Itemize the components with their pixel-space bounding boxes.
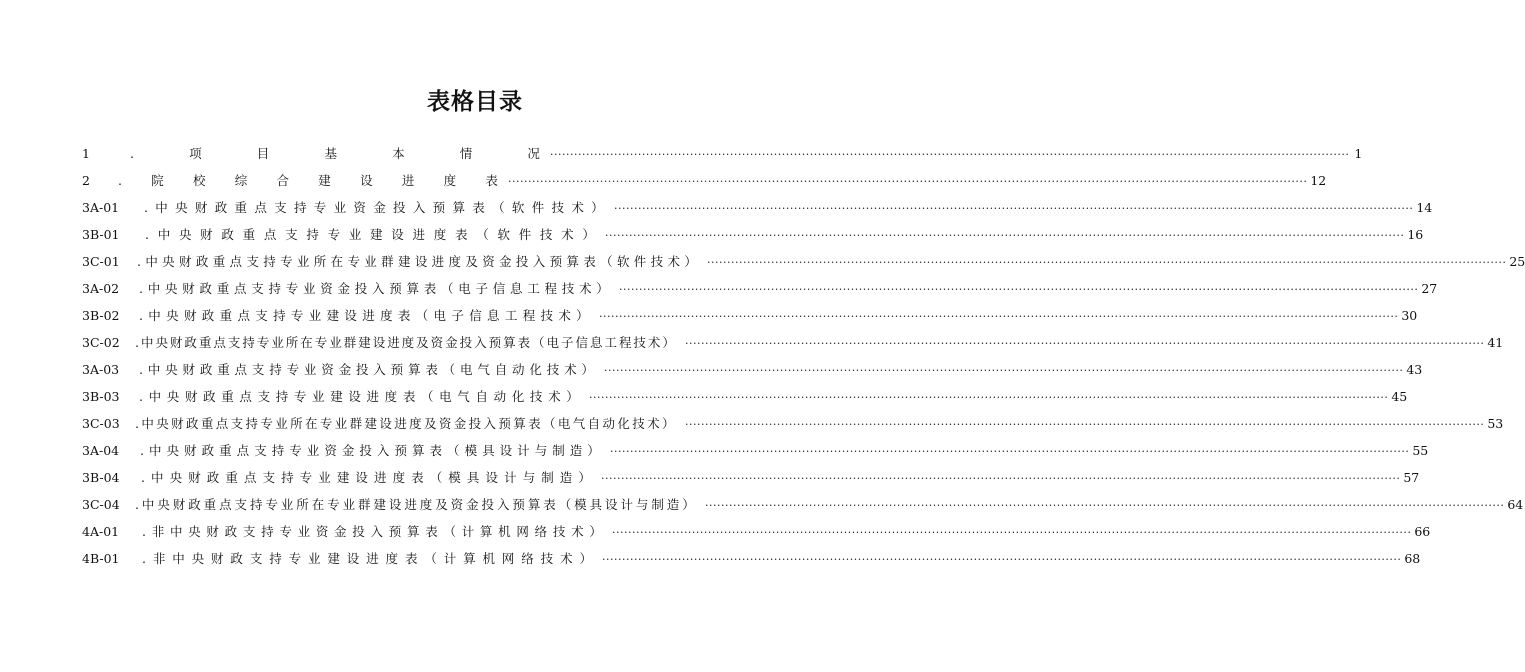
toc-leader-dots: ········································································································································································································ bbox=[612, 526, 1412, 539]
toc-entry-number: 3B-04 bbox=[82, 470, 120, 485]
toc-entry-title: . 院 校 综 合 建 设 进 度 表 bbox=[118, 173, 498, 188]
toc-entry-number: 3C-02 bbox=[82, 335, 120, 350]
toc-entry-number: 3A-03 bbox=[82, 362, 120, 377]
toc-entry-number: 3C-01 bbox=[82, 254, 120, 269]
toc-leader-dots: ········································································································································································································ bbox=[610, 445, 1410, 458]
toc-entry[interactable] bbox=[82, 252, 1525, 279]
toc-entry[interactable] bbox=[82, 198, 1433, 225]
toc-entry[interactable] bbox=[82, 387, 1408, 414]
toc-entry-page: 43 bbox=[1406, 362, 1423, 377]
toc-entry[interactable] bbox=[82, 549, 1421, 576]
toc-leader-dots: ········································································································································································································ bbox=[685, 418, 1485, 431]
toc-entry-number: 4B-01 bbox=[82, 551, 120, 566]
toc-entry-page: 53 bbox=[1487, 416, 1504, 431]
toc-entry-title: . 中 央 财 政 重 点 支 持 专 业 所 在 专 业 群 建 设 进 度 及 资 金 投 入 预 算 表 （ 模 具 设 计 与 制 造 ） bbox=[135, 497, 695, 512]
toc-entry[interactable] bbox=[82, 495, 1524, 522]
toc-entry-page: 68 bbox=[1404, 551, 1421, 566]
toc-entry[interactable] bbox=[82, 468, 1420, 495]
toc-entry-title: . 中 央 财 政 重 点 支 持 专 业 资 金 投 入 预 算 表 （ 电 气 自 动 化 技 术 ） bbox=[139, 362, 594, 377]
toc-entry-number: 3B-02 bbox=[82, 308, 120, 323]
toc-leader-dots: ········································································································································································································ bbox=[602, 553, 1402, 566]
toc-entry-page: 57 bbox=[1403, 470, 1420, 485]
toc-entry-page: 30 bbox=[1401, 308, 1418, 323]
toc-entry-title: . 中 央 财 政 重 点 支 持 专 业 建 设 进 度 表 （ 电 气 自 动 化 技 术 ） bbox=[139, 389, 579, 404]
toc-leader-dots: ········································································································································································································ bbox=[601, 472, 1401, 485]
toc-entry[interactable] bbox=[82, 225, 1424, 252]
toc-entry-page: 27 bbox=[1421, 281, 1438, 296]
toc-entry-number: 3C-03 bbox=[82, 416, 120, 431]
toc-entry-page: 55 bbox=[1412, 443, 1429, 458]
toc-entry-page: 12 bbox=[1310, 173, 1327, 188]
page-title: 表格目录 bbox=[427, 89, 523, 115]
toc-entry-title: . 中 央 财 政 重 点 支 持 专 业 建 设 进 度 表 （ 模 具 设 计 与 制 造 ） bbox=[141, 470, 591, 485]
toc-entry[interactable] bbox=[82, 360, 1423, 387]
toc-entry[interactable] bbox=[82, 414, 1504, 441]
toc-entry-title: . 中 央 财 政 重 点 支 持 专 业 建 设 进 度 表 （ 软 件 技 术 ） bbox=[145, 227, 595, 242]
toc-entry-number: 3A-01 bbox=[82, 200, 120, 215]
toc-entry-page: 16 bbox=[1407, 227, 1424, 242]
toc-entry-title: . 中 央 财 政 重 点 支 持 专 业 所 在 专 业 群 建 设 进 度 及 资 金 投 入 预 算 表 （ 电 气 自 动 化 技 术 ） bbox=[135, 416, 675, 431]
toc-leader-dots: ········································································································································································································ bbox=[508, 175, 1308, 188]
toc-entry[interactable] bbox=[82, 306, 1418, 333]
table-of-contents bbox=[82, 144, 1525, 576]
toc-entry-page: 45 bbox=[1391, 389, 1408, 404]
toc-entry[interactable] bbox=[82, 333, 1504, 360]
toc-leader-dots: ········································································································································································································ bbox=[550, 148, 1350, 161]
toc-entry-title: . 中 央 财 政 重 点 支 持 专 业 资 金 投 入 预 算 表 （ 电 子 信 息 工 程 技 术 ） bbox=[139, 281, 609, 296]
toc-leader-dots: ········································································································································································································ bbox=[705, 499, 1505, 512]
toc-entry-page: 64 bbox=[1507, 497, 1524, 512]
toc-leader-dots: ········································································································································································································ bbox=[707, 256, 1507, 269]
toc-entry-title: . 中 央 财 政 重 点 支 持 专 业 所 在 专 业 群 建 设 进 度 及 资 金 投 入 预 算 表 （ 软 件 技 术 ） bbox=[137, 254, 697, 269]
toc-entry-number: 3B-01 bbox=[82, 227, 120, 242]
toc-entry-number: 2 bbox=[82, 173, 90, 188]
toc-entry-page: 66 bbox=[1414, 524, 1431, 539]
toc-entry-title: . 非 中 央 财 政 支 持 专 业 资 金 投 入 预 算 表 （ 计 算 机 网 络 技 术 ） bbox=[142, 524, 602, 539]
toc-leader-dots: ········································································································································································································ bbox=[604, 364, 1404, 377]
toc-entry[interactable] bbox=[82, 144, 1363, 171]
toc-entry-number: 1 bbox=[82, 146, 90, 161]
toc-leader-dots: ········································································································································································································ bbox=[589, 391, 1389, 404]
toc-entry-title: . 中 央 财 政 重 点 支 持 专 业 所 在 专 业 群 建 设 进 度 及 资 金 投 入 预 算 表 （ 电 子 信 息 工 程 技 术 ） bbox=[135, 335, 675, 350]
toc-entry[interactable] bbox=[82, 522, 1431, 549]
toc-entry-page: 25 bbox=[1509, 254, 1525, 269]
toc-entry-number: 3C-04 bbox=[82, 497, 120, 512]
toc-entry-number: 4A-01 bbox=[82, 524, 120, 539]
toc-entry[interactable] bbox=[82, 441, 1429, 468]
toc-entry[interactable] bbox=[82, 171, 1327, 198]
toc-entry-title: . 项 目 基 本 情 况 bbox=[130, 146, 540, 161]
toc-entry-title: . 非 中 央 财 政 支 持 专 业 建 设 进 度 表 （ 计 算 机 网 络 技 术 ） bbox=[142, 551, 592, 566]
toc-entry[interactable] bbox=[82, 279, 1438, 306]
toc-entry-title: . 中 央 财 政 重 点 支 持 专 业 资 金 投 入 预 算 表 （ 软 件 技 术 ） bbox=[144, 200, 604, 215]
toc-entry-page: 14 bbox=[1416, 200, 1433, 215]
toc-entry-page: 41 bbox=[1487, 335, 1504, 350]
toc-leader-dots: ········································································································································································································ bbox=[599, 310, 1399, 323]
toc-entry-number: 3A-04 bbox=[82, 443, 120, 458]
toc-leader-dots: ········································································································································································································ bbox=[685, 337, 1485, 350]
toc-entry-number: 3A-02 bbox=[82, 281, 120, 296]
toc-leader-dots: ········································································································································································································ bbox=[605, 229, 1405, 242]
toc-leader-dots: ········································································································································································································ bbox=[619, 283, 1419, 296]
toc-leader-dots: ········································································································································································································ bbox=[614, 202, 1414, 215]
toc-entry-number: 3B-03 bbox=[82, 389, 120, 404]
toc-entry-page: 1 bbox=[1354, 146, 1363, 161]
toc-entry-title: . 中 央 财 政 重 点 支 持 专 业 建 设 进 度 表 （ 电 子 信 息 工 程 技 术 ） bbox=[139, 308, 589, 323]
toc-entry-title: . 中 央 财 政 重 点 支 持 专 业 资 金 投 入 预 算 表 （ 模 具 设 计 与 制 造 ） bbox=[140, 443, 600, 458]
